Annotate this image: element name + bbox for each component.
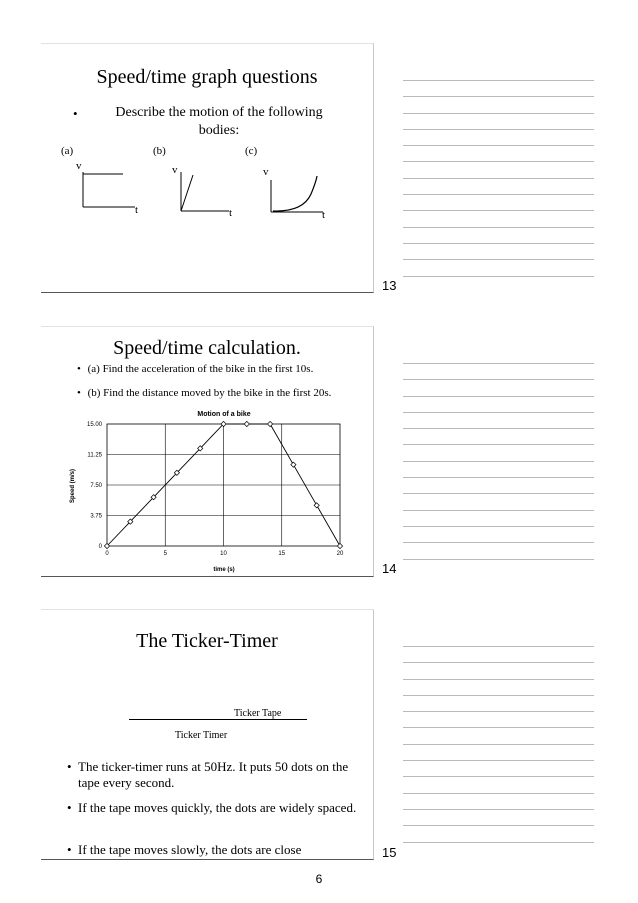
notes-lines-15 bbox=[403, 646, 594, 858]
bullet-item bbox=[67, 800, 367, 816]
ticker-tape-label: Ticker Tape bbox=[234, 708, 282, 719]
ticker-tape-line bbox=[129, 719, 307, 720]
bullet-text: The ticker-timer runs at 50Hz. It puts 50 dots on the tape every second. bbox=[78, 759, 349, 790]
data-point-marker bbox=[314, 503, 319, 508]
x-tick-label: 15 bbox=[278, 551, 286, 557]
data-point-marker bbox=[337, 543, 342, 548]
slide-13 bbox=[41, 43, 374, 293]
y-tick-label: 15.00 bbox=[86, 422, 102, 428]
page-number: 6 bbox=[315, 872, 323, 886]
slide-title: Speed/time calculation. bbox=[113, 337, 301, 359]
slide-title: Speed/time graph questions bbox=[96, 66, 318, 88]
slide-title: The Ticker-Timer bbox=[136, 630, 278, 652]
data-point-marker bbox=[244, 421, 249, 426]
sketch-graphs bbox=[41, 44, 373, 292]
x-tick-label: 10 bbox=[220, 551, 227, 557]
ticker-timer-label: Ticker Timer bbox=[175, 730, 228, 741]
bullet-text: If the tape moves quickly, the dots are widely spaced. bbox=[78, 800, 357, 815]
slide-number-13: 13 bbox=[382, 278, 397, 293]
slide-14 bbox=[41, 326, 374, 577]
bullet-marker: • bbox=[67, 759, 72, 774]
bullet-text: (a) Find the acceleration of the bike in the first 10s. bbox=[87, 363, 314, 375]
chart-ylabel: Speed (m/s) bbox=[70, 468, 76, 504]
bullet-text: Describe the motion of the following bodies: bbox=[115, 105, 323, 138]
bullet-marker: • bbox=[73, 106, 78, 121]
bullet-item bbox=[67, 842, 367, 858]
graph-c-label: (c) bbox=[245, 145, 258, 157]
chart-xlabel: time (s) bbox=[213, 567, 235, 573]
graph-c-v-label: v bbox=[263, 166, 269, 178]
graph-c-t-label: t bbox=[322, 209, 326, 221]
graph-c-curve bbox=[273, 176, 317, 211]
graph-b-v-label: v bbox=[172, 164, 178, 176]
graph-b-t-label: t bbox=[229, 207, 233, 219]
graph-a-label: (a) bbox=[61, 145, 74, 157]
bullet-text: (b) Find the distance moved by the bike in the first 20s. bbox=[87, 387, 332, 399]
x-tick-label: 20 bbox=[336, 551, 344, 557]
bullet-text: If the tape moves slowly, the dots are close bbox=[78, 842, 302, 857]
chart-title: Motion of a bike bbox=[197, 411, 251, 418]
motion-chart bbox=[41, 327, 373, 576]
bullet-item bbox=[67, 759, 367, 791]
y-tick-label: 7.50 bbox=[90, 483, 102, 489]
graph-a-v-label: v bbox=[76, 160, 82, 172]
notes-lines-14 bbox=[403, 363, 594, 575]
bullet-marker: • bbox=[67, 842, 72, 857]
y-tick-label: 3.75 bbox=[90, 513, 102, 520]
bullet-marker: • bbox=[67, 800, 72, 815]
y-tick-label: 11.25 bbox=[87, 452, 102, 459]
slide-number-14: 14 bbox=[382, 561, 397, 576]
x-tick-label: 5 bbox=[163, 551, 167, 557]
notes-lines-13 bbox=[403, 80, 594, 292]
slide-15 bbox=[41, 609, 374, 860]
slide-number-15: 15 bbox=[382, 845, 397, 860]
graph-b-curve bbox=[181, 175, 193, 211]
graph-a-t-label: t bbox=[135, 204, 139, 216]
graph-b-label: (b) bbox=[153, 145, 166, 157]
data-point-marker bbox=[291, 462, 296, 467]
x-tick-label: 0 bbox=[105, 551, 109, 557]
y-tick-label: 0 bbox=[98, 544, 102, 550]
bullet-marker: • bbox=[77, 363, 81, 375]
data-point-marker bbox=[268, 421, 273, 426]
bullet-marker: • bbox=[77, 387, 81, 399]
